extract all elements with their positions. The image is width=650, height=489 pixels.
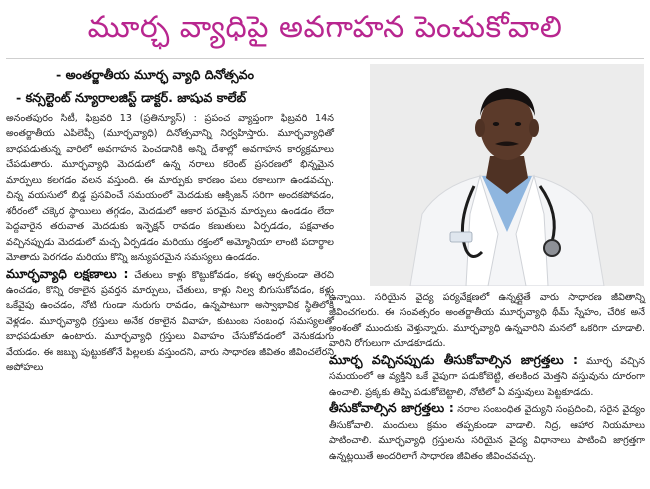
- right-column: [329, 290, 645, 464]
- subheading-doctor: - కన్సల్టెంట్ న్యూరాలజిస్ట్ డాక్టర్. జాషువ కాలేబ్: [16, 90, 247, 105]
- care-paragraph: [329, 400, 645, 464]
- intro-paragraph: అనంతపురం సిటీ, ఫిబ్రవరి 13 (ప్రతిన్యూస్) : ప్రపంచ వ్యాప్తంగా ఫిబ్రవరి 14న అంతర్జాతీయ ఎపిలెప్సీ (మూర్ఛవ్యాధి) దినోత్సవాన్ని నిర్వహిస్తారు. మూర్ఛవ్యాధితో బాధపడుతున్న వారిలో అవగాహన పెంచడానికి అన్ని దేశాల్లో అవగాహన కార్యక్రమాలు చేపడుతారు. మూర్ఛవ్యాధి మెదడులో ఉన్న నరాలు కరెంట్ ప్రసరణలో భిన్నమైన మార్పులు కలగడం వలన వస్తుంది. ఈ మార్పుకు కారణం పలు రకాలుగా ఉండవచ్చు. చిన్న వయసులో బిడ్డ ప్రసవించే సమయంలో మెదడుకు ఆక్సిజన్ సరిగా అందకపోవడం, శరీరంలో చక్కెర స్థాయిలు తగ్గడం, మెదడులో ఆకార పరమైన మార్పులు ఉండడం లేదా పెద్దవారైన తరువాత మెదడుకు ఇన్ఫెక్షన్ రావడం కణుతులు ఏర్పడడం, పక్షవాతం వచ్చినప్పుడు మెదడులో మచ్చ ఏర్పడడం మరియు రక్తంలో అమ్మోనియా లాంటి పదార్థాల మోతాదు పెరగడం మరియు కొన్ని జన్యుపరమైన సమస్యలు ఉండడం.: [6, 113, 334, 264]
- care-text: నరాల సంబంధిత వైద్యుని సంప్రదించి, సరైన వైద్యం తీసుకోవాలి. మందులు క్రమం తప్పకుండా వాడాలి. నిద్ర, ఆహార నియమాలు పాటించాలి. మూర్ఛవ్యాధి గ్రస్తులను సరియైన వైద్య విధానాలు పాటించి జాగ్రత్తగా ఉన్నట్లయితే అందరిలాగే సాధారణ జీవితం జీవించవచ్చు.: [329, 404, 645, 462]
- precautions-text: మూర్ఛ వచ్చిన సమయంలో ఆ వ్యక్తిని ఒకే వైపుగా పడుకోబెట్టి, తలకింద మెత్తని వస్తువును దూరంగా ఉంచాలి. ప్రక్కకు తిప్పి పడుకోబెట్టాలి, నోటిలో ఏ వస్తువులు పెట్టకూడదు.: [329, 355, 645, 398]
- precautions-heading: మూర్ఛ వచ్చినప్పుడు తీసుకోవాల్సిన జాగ్రత్తలు :: [329, 351, 578, 367]
- subheading-event: - అంతర్జాతీయ మూర్ఛ వ్యాధి దినోత్సవం: [56, 67, 255, 82]
- divider: [6, 58, 644, 59]
- doctor-portrait-image: [370, 64, 644, 286]
- headline: మూర్ఛ వ్యాధిపై అవగాహన పెంచుకోవాలి: [87, 10, 563, 45]
- care-heading: తీసుకోవాల్సిన జాగ్రత్తలు :: [329, 400, 454, 416]
- symptoms-paragraph: [6, 266, 334, 376]
- right-intro-paragraph: ఉన్నాయి. సరియైన వైద్య పర్యవేక్షణలో ఉన్నట్లైతే వారు సాధారణ జీవితాన్ని జీవించగలరు. ఈ సంవత్సరం అంతర్జాతీయ మూర్ఛవ్యాధి థీమ్ స్నేహం, చేరిక అనే అంశంతో ముందుకు వెళ్తున్నారు. మూర్ఛవ్యాధి ఉన్నవారిని మనలో ఒకరిగా చూడాలి. వారిని రోగులుగా చూడకూడదు.: [329, 292, 645, 350]
- symptoms-heading: మూర్ఛవ్యాధి లక్షణాలు :: [6, 265, 129, 281]
- symptoms-text: చేతులు కాళ్లు కొట్టుకోవడం, కళ్ళు ఆర్పకుండా తెరచి ఉంచడం, కొన్ని రకాలైన ప్రవర్తన మార్పులు, చేతులు, కాళ్లు నిల్వ బిగుసుకోవడం, కళ్లు ఒకేవైపు ఉంచడం, నోటి గుండా నురుగు రావడం, ఉన్నపాటుగా అస్వాభావిక స్థితిలోకి వెళ్లడం. మూర్ఛవ్యాధి గ్రస్తులు అనేక రకాలైన వివాహ, కుటుంబ సంబంధ సమస్యలతో బాధపడుతూ ఉంటారు. మూర్ఛవ్యాధి గ్రస్తులు వివాహం చేసుకోవడంలో వెనుకడుగు వేయడం. ఈ జబ్బు పుట్టుకతోనే పిల్లలకు వస్తుందని, వారు సాధారణ జీవితం జీవించలేరని అపోహలు: [6, 269, 334, 374]
- precautions-paragraph: [329, 352, 645, 400]
- left-column: [6, 111, 334, 376]
- doctor-photo: [370, 64, 644, 286]
